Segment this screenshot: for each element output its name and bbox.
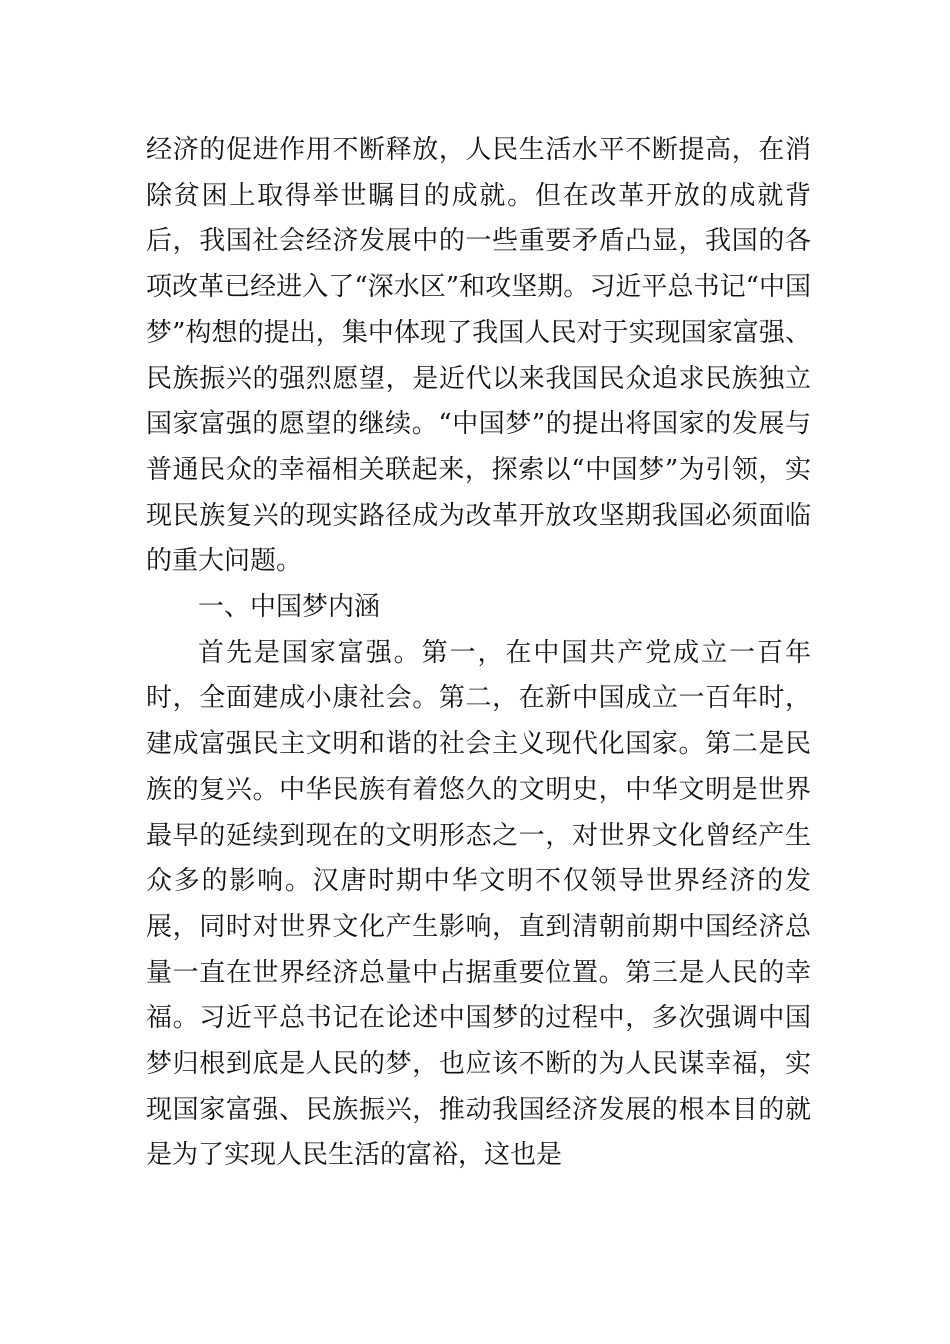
document-body (146, 128, 811, 1179)
section-heading: 一、中国梦内涵 (198, 592, 381, 623)
paragraph-body: 首先是国家富强。第一，在中国共产党成立一百年时，全面建成小康社会。第二，在新中国成立一百年时，建成富强民主文明和谐的社会主义现代化国家。第二是民族的复兴。中华民族有着悠久的文明史，中华文明是世界最早的延续到现在的文明形态之一，对世界文化曾经产生众多的影响。汉唐时期中华文明不仅领导世界经济的发展，同时对世界文化产生影响，直到清朝前期中国经济总量一直在世界经济总量中占据重要位置。第三是人民的幸福。习近平总书记在论述中国梦的过程中，多次强调中国梦归根到底是人民的梦，也应该不断的为人民谋幸福，实现国家富强、民族振兴，推动我国经济发展的根本目的就是为了实现人民生活的富裕，这也是 (146, 637, 811, 1171)
paragraph-continuation: 经济的促进作用不断释放，人民生活水平不断提高，在消除贫困上取得举世瞩目的成就。但在改革开放的成就背后，我国社会经济发展中的一些重要矛盾凸显，我国的各项改革已经进入了“深水区”和攻坚期。习近平总书记“中国梦”构想的提出，集中体现了我国人民对于实现国家富强、民族振兴的强烈愿望，是近代以来我国民众追求民族独立国家富强的愿望的继续。“中国梦”的提出将国家的发展与普通民众的幸福相关联起来，探索以“中国梦”为引领，实现民族复兴的现实路径成为改革开放攻坚期我国必须面临的重大问题。 (146, 135, 811, 577)
